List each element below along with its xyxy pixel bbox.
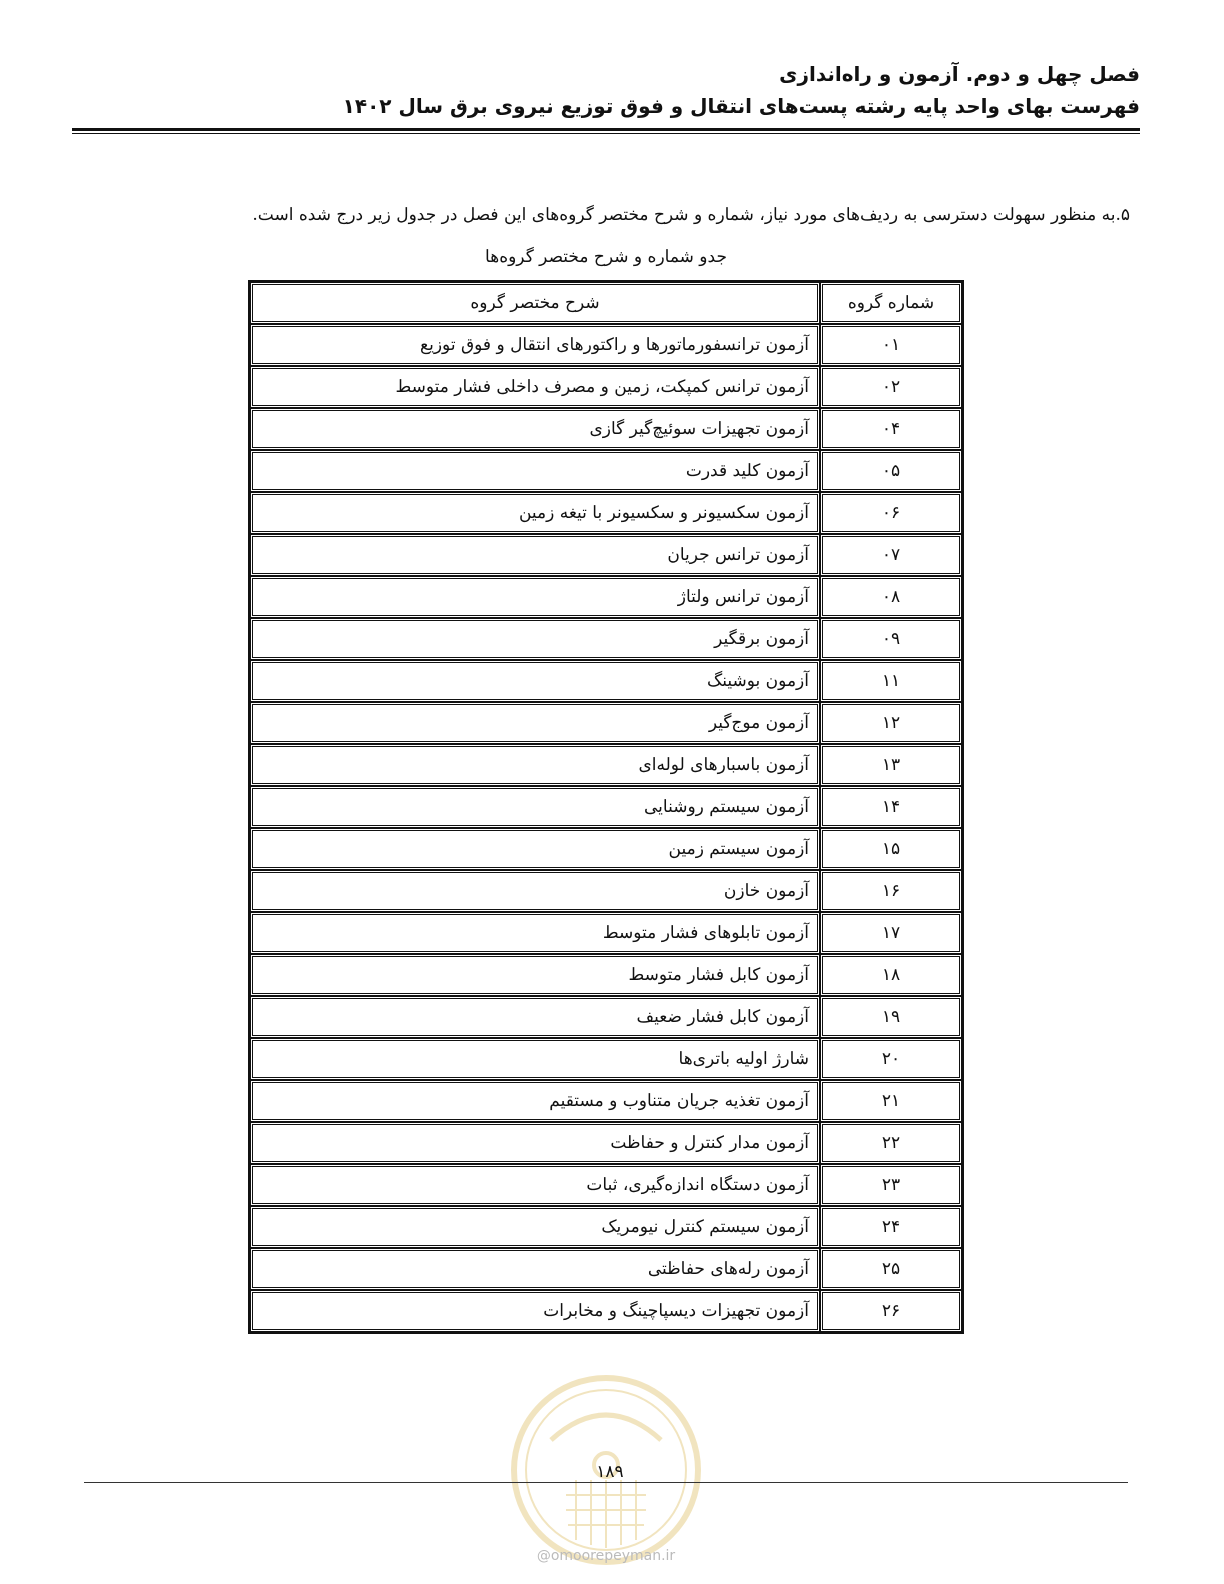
header-divider-thin (72, 133, 1140, 134)
table-row (250, 492, 962, 534)
group-description: آزمون سیستم کنترل نیومریک (250, 1206, 820, 1248)
table-row (250, 912, 962, 954)
table-row (250, 954, 962, 996)
group-description: آزمون کابل فشار ضعیف (250, 996, 820, 1038)
group-description: آزمون کلید قدرت (250, 450, 820, 492)
header-divider (72, 128, 1140, 131)
footer-divider (84, 1482, 1128, 1483)
header-group-number: شماره گروه (820, 282, 962, 324)
table-row (250, 1206, 962, 1248)
group-description: آزمون بوشینگ (250, 660, 820, 702)
group-number: ۱۹ (820, 996, 962, 1038)
group-number: ۰۱ (820, 324, 962, 366)
table-row (250, 576, 962, 618)
header-group-description: شرح مختصر گروه (250, 282, 820, 324)
group-number: ۰۲ (820, 366, 962, 408)
table-body (250, 324, 962, 1332)
group-number: ۱۵ (820, 828, 962, 870)
table-row (250, 702, 962, 744)
chapter-title: فصل چهل و دوم. آزمون و راه‌اندازی (779, 62, 1140, 86)
table-row (250, 366, 962, 408)
group-description: آزمون دستگاه اندازه‌گیری، ثبات (250, 1164, 820, 1206)
group-number: ۰۷ (820, 534, 962, 576)
table-row (250, 408, 962, 450)
group-description: آزمون ترانس کمپکت، زمین و مصرف داخلی فشار متوسط (250, 366, 820, 408)
table-row (250, 996, 962, 1038)
group-number: ۱۷ (820, 912, 962, 954)
group-description: آزمون سکسیونر و سکسیونر با تیغه زمین (250, 492, 820, 534)
table-caption: جدو شماره و شرح مختصر گروه‌ها (485, 247, 727, 267)
group-description: آزمون خازن (250, 870, 820, 912)
group-number: ۱۱ (820, 660, 962, 702)
groups-table (248, 280, 964, 1334)
table-row (250, 1122, 962, 1164)
group-description: آزمون برقگیر (250, 618, 820, 660)
table-row (250, 1248, 962, 1290)
table-row (250, 1164, 962, 1206)
group-description: شارژ اولیه باتری‌ها (250, 1038, 820, 1080)
table-row (250, 1080, 962, 1122)
table-row (250, 1038, 962, 1080)
group-number: ۰۴ (820, 408, 962, 450)
group-description: آزمون تابلوهای فشار متوسط (250, 912, 820, 954)
intro-paragraph: ۵.به منظور سهولت دسترسی به ردیف‌های مورد نیاز، شماره و شرح مختصر گروه‌های این فصل در جدول زیر درج شده است. (252, 205, 1130, 225)
page-header (72, 58, 1140, 122)
group-description: آزمون مدار کنترل و حفاظت (250, 1122, 820, 1164)
table-row (250, 828, 962, 870)
group-number: ۱۶ (820, 870, 962, 912)
table-row (250, 1290, 962, 1332)
group-number: ۲۲ (820, 1122, 962, 1164)
table-row (250, 744, 962, 786)
group-description: آزمون ترانس ولتاژ (250, 576, 820, 618)
group-description: آزمون موج‌گیر (250, 702, 820, 744)
table-row (250, 786, 962, 828)
group-description: آزمون سیستم روشنایی (250, 786, 820, 828)
group-description: آزمون باسبارهای لوله‌ای (250, 744, 820, 786)
group-number: ۰۸ (820, 576, 962, 618)
table-row (250, 534, 962, 576)
group-description: آزمون تجهیزات سوئیچ‌گیر گازی (250, 408, 820, 450)
group-number: ۱۳ (820, 744, 962, 786)
table-header-row (250, 282, 962, 324)
document-title: فهرست بهای واحد پایه رشته پست‌های انتقال و فوق توزیع نیروی برق سال ۱۴۰۲ (342, 94, 1140, 118)
table-row (250, 618, 962, 660)
group-number: ۲۱ (820, 1080, 962, 1122)
group-number: ۱۸ (820, 954, 962, 996)
watermark-site: @omoorepeyman.ir (536, 1548, 676, 1564)
group-number: ۲۵ (820, 1248, 962, 1290)
group-description: آزمون سیستم زمین (250, 828, 820, 870)
group-number: ۱۴ (820, 786, 962, 828)
group-number: ۰۶ (820, 492, 962, 534)
group-description: آزمون کابل فشار متوسط (250, 954, 820, 996)
group-number: ۲۶ (820, 1290, 962, 1332)
table-row (250, 870, 962, 912)
group-number: ۲۴ (820, 1206, 962, 1248)
group-description: آزمون تغذیه جریان متناوب و مستقیم (250, 1080, 820, 1122)
table-row (250, 324, 962, 366)
group-description: آزمون ترانس جریان (250, 534, 820, 576)
group-description: آزمون رله‌های حفاظتی (250, 1248, 820, 1290)
group-number: ۲۳ (820, 1164, 962, 1206)
group-description: آزمون ترانسفورماتورها و راکتورهای انتقال و فوق توزیع (250, 324, 820, 366)
page-number: ۱۸۹ (596, 1462, 624, 1482)
group-number: ۲۰ (820, 1038, 962, 1080)
group-number: ۱۲ (820, 702, 962, 744)
group-description: آزمون تجهیزات دیسپاچینگ و مخابرات (250, 1290, 820, 1332)
group-number: ۰۹ (820, 618, 962, 660)
group-number: ۰۵ (820, 450, 962, 492)
table-row (250, 450, 962, 492)
table-row (250, 660, 962, 702)
